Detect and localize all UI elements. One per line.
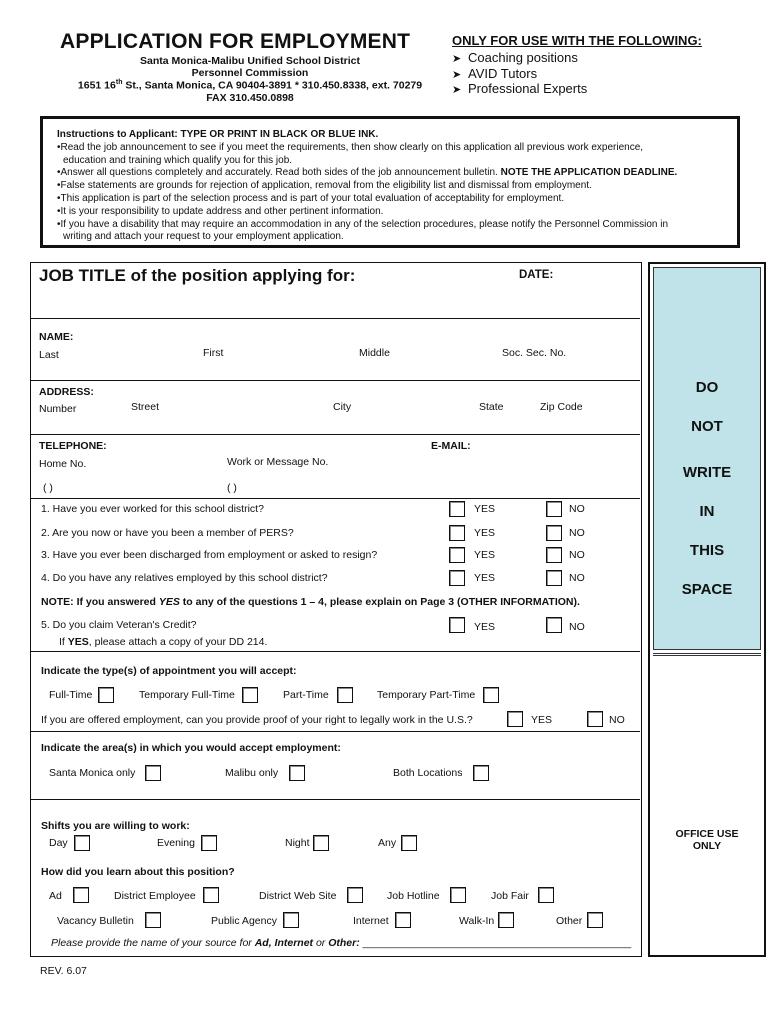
- no-label: NO: [569, 621, 585, 633]
- both-locations-checkbox[interactable]: [473, 765, 489, 781]
- temp-part-time-checkbox[interactable]: [483, 687, 499, 703]
- area-label: Indicate the area(s) in which you would accept employment:: [41, 742, 341, 754]
- source-prompt[interactable]: Please provide the name of your source for Ad, Internet or Other: ______________________________________________: [51, 937, 632, 949]
- yes-label: YES: [474, 503, 496, 515]
- state-field[interactable]: State: [479, 401, 504, 413]
- malibu-checkbox[interactable]: [289, 765, 305, 781]
- night-label: Night: [285, 837, 310, 849]
- no-label: NO: [569, 527, 585, 539]
- arrow-bullet-icon: ➤: [452, 84, 462, 96]
- no-label: NO: [609, 714, 625, 726]
- only-for-item: ➤ AVID Tutors: [452, 66, 538, 81]
- q3-yes-checkbox[interactable]: [449, 547, 465, 563]
- only-for-heading: ONLY FOR USE WITH THE FOLLOWING:: [452, 33, 702, 48]
- part-time-label: Part-Time: [283, 689, 329, 701]
- work-area-code[interactable]: ( ): [227, 482, 237, 494]
- proof-no-checkbox[interactable]: [587, 711, 603, 727]
- city-field[interactable]: City: [333, 401, 352, 413]
- commission-name: Personnel Commission: [191, 67, 309, 79]
- vacancy-bulletin-label: Vacancy Bulletin: [57, 915, 134, 927]
- yes-label: YES: [531, 714, 553, 726]
- ad-checkbox[interactable]: [73, 887, 89, 903]
- veteran-note: If YES, please attach a copy of your DD 214.: [59, 636, 268, 648]
- last-name-field[interactable]: Last: [39, 349, 59, 361]
- first-name-field[interactable]: First: [203, 347, 224, 359]
- day-label: Day: [49, 837, 68, 849]
- instruction-line: •If you have a disability that may require an accommodation in any of the selection procedures, please notify the Personnel Commission in: [57, 218, 669, 230]
- yes-label: YES: [474, 549, 496, 561]
- q4-yes-checkbox[interactable]: [449, 570, 465, 586]
- yes-label: YES: [474, 527, 496, 539]
- number-field[interactable]: Number: [39, 403, 77, 415]
- middle-name-field[interactable]: Middle: [359, 347, 390, 359]
- ad-label: Ad: [49, 890, 62, 902]
- instruction-line: writing and attach your request to your employment application.: [63, 231, 344, 243]
- job-hotline-label: Job Hotline: [387, 890, 440, 902]
- no-label: NO: [569, 503, 585, 515]
- internet-checkbox[interactable]: [395, 912, 411, 928]
- proof-yes-checkbox[interactable]: [507, 711, 523, 727]
- street-field[interactable]: Street: [131, 401, 160, 413]
- email-label[interactable]: E-MAIL:: [431, 440, 471, 452]
- sidebar-word: SPACE: [681, 581, 733, 598]
- telephone-label: TELEPHONE:: [39, 440, 107, 452]
- do-not-write-sidebar: [648, 262, 766, 957]
- only-for-item: ➤ Professional Experts: [452, 81, 588, 96]
- no-label: NO: [569, 572, 585, 584]
- district-fax: FAX 310.450.0898: [206, 92, 294, 104]
- work-proof-question: If you are offered employment, can you provide proof of your right to legally work in the U.S.?: [41, 714, 473, 726]
- district-address: 1651 16th St., Santa Monica, CA 90404-3891 * 310.450.8338, ext. 70279: [77, 79, 423, 92]
- name-label: NAME:: [39, 331, 74, 343]
- malibu-label: Malibu only: [225, 767, 279, 779]
- instructions-heading: Instructions to Applicant: TYPE OR PRINT IN BLACK OR BLUE INK.: [57, 129, 379, 140]
- part-time-checkbox[interactable]: [337, 687, 353, 703]
- arrow-bullet-icon: ➤: [452, 69, 462, 81]
- revision-label: REV. 6.07: [40, 965, 87, 977]
- instruction-line: •It is your responsibility to update address and other pertinent information.: [57, 205, 384, 217]
- temp-full-time-checkbox[interactable]: [242, 687, 258, 703]
- santa-monica-checkbox[interactable]: [145, 765, 161, 781]
- full-time-checkbox[interactable]: [98, 687, 114, 703]
- appointment-label: Indicate the type(s) of appointment you will accept:: [41, 665, 297, 677]
- address-label: ADDRESS:: [39, 386, 94, 398]
- home-phone-field[interactable]: Home No.: [39, 458, 87, 470]
- yes-label: YES: [474, 572, 496, 584]
- q2-yes-checkbox[interactable]: [449, 525, 465, 541]
- any-label: Any: [378, 837, 397, 849]
- q1-yes-checkbox[interactable]: [449, 501, 465, 517]
- job-hotline-checkbox[interactable]: [450, 887, 466, 903]
- vacancy-bulletin-checkbox[interactable]: [145, 912, 161, 928]
- sidebar-word: DO: [695, 379, 719, 396]
- santa-monica-label: Santa Monica only: [49, 767, 136, 779]
- instruction-line: •False statements are grounds for rejection of application, removal from the eligibility list and dismissal from employment.: [57, 180, 592, 192]
- sidebar-word: IN: [699, 503, 715, 520]
- other-label: Other: [556, 915, 583, 927]
- work-phone-field[interactable]: Work or Message No.: [227, 456, 329, 468]
- ssn-field[interactable]: Soc. Sec. No.: [502, 347, 567, 359]
- arrow-bullet-icon: ➤: [452, 53, 462, 65]
- learn-label: How did you learn about this position?: [41, 866, 235, 878]
- walk-in-label: Walk-In: [459, 915, 495, 927]
- walk-in-checkbox[interactable]: [498, 912, 514, 928]
- sidebar-word: NOT: [691, 418, 723, 435]
- instruction-line: •Answer all questions completely and accurately. Read both sides of the job announcement bulletin. NOTE THE APPLICATION DEADLINE.: [57, 167, 678, 179]
- zip-field[interactable]: Zip Code: [540, 401, 583, 413]
- sidebar-word: WRITE: [682, 464, 732, 481]
- q2-no-checkbox[interactable]: [546, 525, 562, 541]
- q1-no-checkbox[interactable]: [546, 501, 562, 517]
- sidebar-word: THIS: [689, 542, 725, 559]
- home-area-code[interactable]: ( ): [43, 482, 53, 494]
- office-use-label: OFFICE USE ONLY: [675, 828, 739, 852]
- evening-checkbox[interactable]: [201, 835, 217, 851]
- sidebar-divider: [653, 653, 761, 656]
- question-3: 3. Have you ever been discharged from employment or asked to resign?: [41, 549, 378, 561]
- day-checkbox[interactable]: [74, 835, 90, 851]
- shifts-label: Shifts you are willing to work:: [41, 820, 190, 832]
- job-title-label: JOB TITLE of the position applying for:: [39, 266, 356, 285]
- both-locations-label: Both Locations: [393, 767, 463, 779]
- instruction-line: •Read the job announcement to see if you meet the requirements, then show clearly on this application all previous work experience,: [57, 141, 644, 153]
- public-agency-label: Public Agency: [211, 915, 277, 927]
- instruction-line: •This application is part of the selection process and is part of your total evaluation of acceptability for employment.: [57, 192, 565, 204]
- q5-yes-checkbox[interactable]: [449, 617, 465, 633]
- district-name: Santa Monica-Malibu Unified School District: [140, 55, 360, 67]
- q4-no-checkbox[interactable]: [546, 570, 562, 586]
- question-5: 5. Do you claim Veteran's Credit?: [41, 619, 197, 631]
- instruction-line: education and training which qualify you for this job.: [63, 154, 293, 166]
- q5-no-checkbox[interactable]: [546, 617, 562, 633]
- district-web-site-label: District Web Site: [259, 890, 337, 902]
- question-4: 4. Do you have any relatives employed by this school district?: [41, 572, 328, 584]
- question-2: 2. Are you now or have you been a member of PERS?: [41, 527, 294, 539]
- question-1: 1. Have you ever worked for this school district?: [41, 503, 264, 515]
- full-time-label: Full-Time: [49, 689, 93, 701]
- temp-part-time-label: Temporary Part-Time: [377, 689, 476, 701]
- public-agency-checkbox[interactable]: [283, 912, 299, 928]
- night-checkbox[interactable]: [313, 835, 329, 851]
- temp-full-time-label: Temporary Full-Time: [139, 689, 235, 701]
- internet-label: Internet: [353, 915, 389, 927]
- job-fair-label: Job Fair: [491, 890, 529, 902]
- job-fair-checkbox[interactable]: [538, 887, 554, 903]
- application-form: [30, 262, 642, 957]
- q3-no-checkbox[interactable]: [546, 547, 562, 563]
- evening-label: Evening: [157, 837, 195, 849]
- district-employee-checkbox[interactable]: [203, 887, 219, 903]
- date-label[interactable]: DATE:: [519, 269, 554, 281]
- form-title: APPLICATION FOR EMPLOYMENT: [60, 30, 411, 53]
- instructions-box: [40, 116, 740, 248]
- only-for-item: ➤ Coaching positions: [452, 50, 578, 65]
- district-web-site-checkbox[interactable]: [347, 887, 363, 903]
- questions-note: NOTE: If you answered YES to any of the questions 1 – 4, please explain on Page 3 (OTHER INFORMATION).: [41, 596, 580, 608]
- yes-label: YES: [474, 621, 496, 633]
- any-checkbox[interactable]: [401, 835, 417, 851]
- no-label: NO: [569, 549, 585, 561]
- other-checkbox[interactable]: [587, 912, 603, 928]
- district-employee-label: District Employee: [114, 890, 196, 902]
